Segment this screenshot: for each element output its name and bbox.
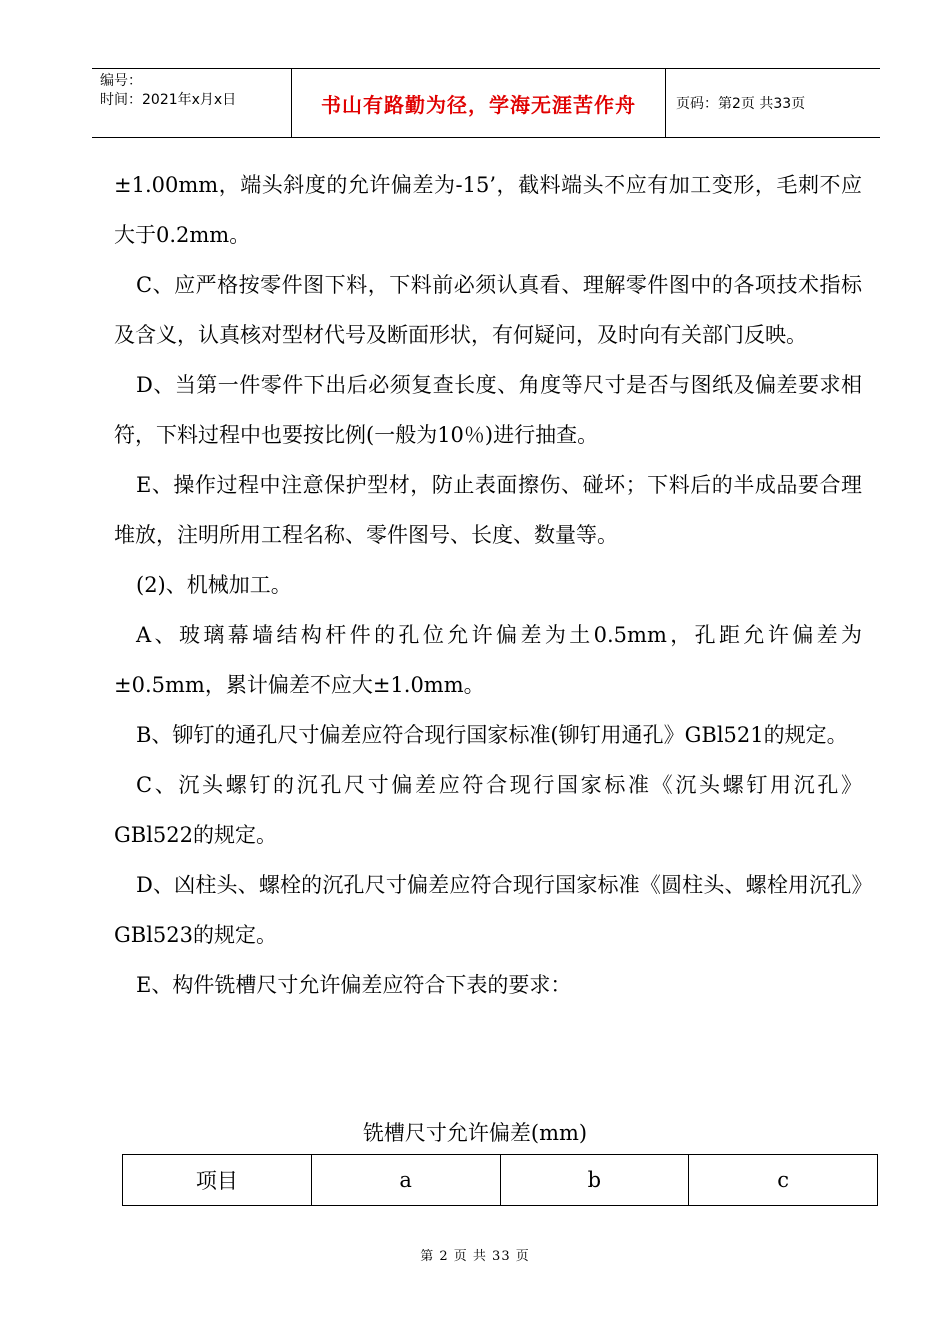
paragraph-5: (2)、机械加工。	[136, 573, 292, 597]
tolerance-table	[122, 1154, 878, 1206]
paragraph-8: C、沉头螺钉的沉孔尺寸偏差应符合现行国家标准《沉头螺钉用沉孔》 GBl522的规定。	[114, 773, 862, 847]
header-motto: 书山有路勤为径，学海无涯苦作舟	[292, 69, 666, 137]
page-header	[92, 68, 880, 138]
paragraph-7: B、铆钉的通孔尺寸偏差应符合现行国家标准(铆钉用通孔》GBl521的规定。	[136, 723, 848, 747]
document-time-label: 时间：2021年x月x日	[100, 92, 237, 108]
table-header-row	[123, 1155, 878, 1206]
table-header-cell: b	[500, 1155, 689, 1206]
paragraph-9: D、凶柱头、螺栓的沉孔尺寸偏差应符合现行国家标准《圆柱头、螺栓用沉孔》GBl523的规定。	[114, 873, 862, 947]
table-header-cell: 项目	[123, 1155, 312, 1206]
paragraph-4: E、操作过程中注意保护型材，防止表面擦伤、碰坏；下料后的半成品要合理堆放，注明所用工程名称、零件图号、长度、数量等。	[114, 473, 862, 547]
table-caption: 铣槽尺寸允许偏差(mm)	[362, 1121, 588, 1145]
paragraph-10: E、构件铣槽尺寸允许偏差应符合下表的要求：	[136, 973, 572, 997]
header-page-info: 页码：第2页 共33页	[676, 96, 806, 112]
document-number-label: 编号：	[100, 73, 142, 89]
page-footer: 第 2 页 共 33 页	[420, 1249, 530, 1264]
paragraph-2: C、应严格按零件图下料，下料前必须认真看、理解零件图中的各项技术指标及含义，认真核对型材代号及断面形状，有何疑问，及时向有关部门反映。	[114, 273, 862, 347]
paragraph-1: ±1.00mm，端头斜度的允许偏差为-15’，截料端头不应有加工变形，毛刺不应大于0.2mm。	[114, 173, 862, 247]
table-header-cell: c	[689, 1155, 878, 1206]
document-body	[114, 160, 862, 1010]
table-header-cell: a	[311, 1155, 500, 1206]
paragraph-6: A、玻璃幕墙结构杆件的孔位允许偏差为土0.5mm，孔距允许偏差为±0.5mm，累计偏差不应大±1.0mm。	[114, 623, 862, 697]
header-meta	[92, 69, 292, 137]
paragraph-3: D、当第一件零件下出后必须复查长度、角度等尺寸是否与图纸及偏差要求相符，下料过程中也要按比例(一般为10％)进行抽查。	[114, 373, 862, 447]
